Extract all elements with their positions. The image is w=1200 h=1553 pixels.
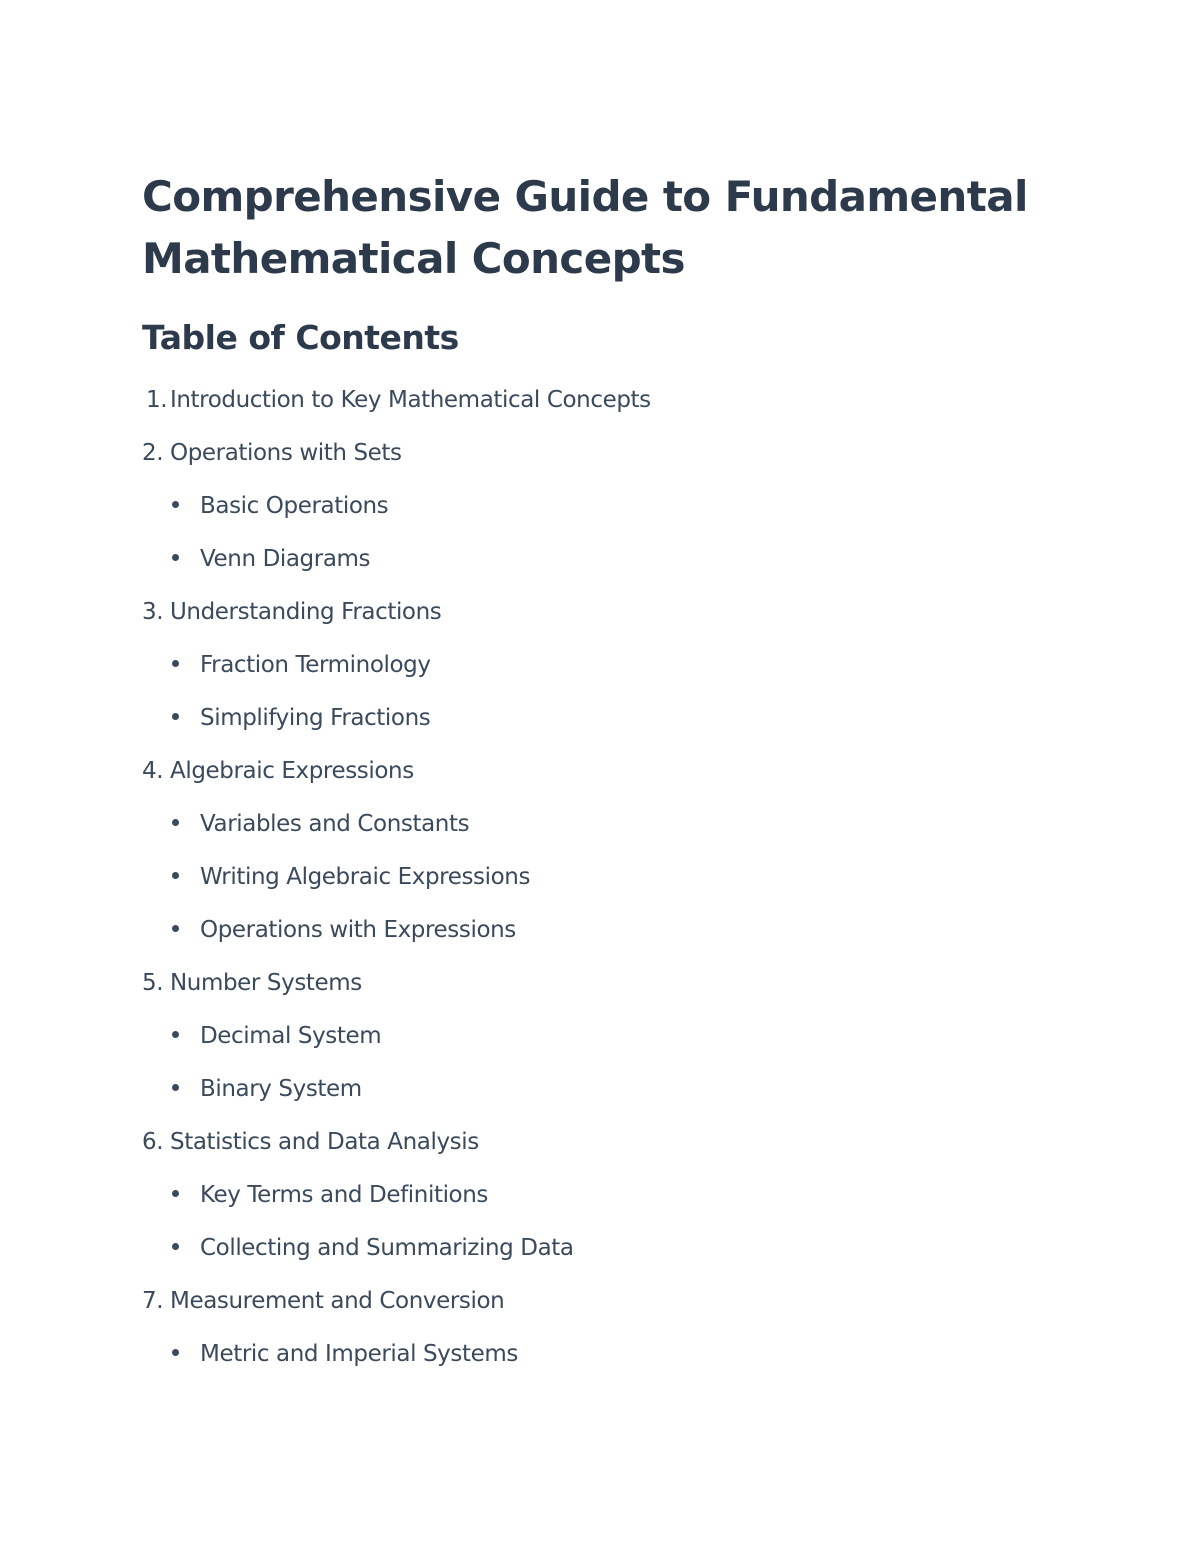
toc-item-number: 4. <box>142 758 164 784</box>
toc-subitem <box>142 698 1072 738</box>
toc-item-label: Statistics and Data Analysis <box>170 1129 479 1155</box>
bullet-icon <box>172 819 179 826</box>
toc-subitem-label: Writing Algebraic Expressions <box>200 864 531 890</box>
toc-subitem-label: Fraction Terminology <box>200 652 431 678</box>
toc-item-label: Understanding Fractions <box>170 599 442 625</box>
bullet-icon <box>172 554 179 561</box>
toc-subitem-label: Metric and Imperial Systems <box>200 1341 518 1367</box>
bullet-icon <box>172 1349 179 1356</box>
toc-item-label: Operations with Sets <box>170 440 402 466</box>
toc-subitem <box>142 1175 1072 1215</box>
bullet-icon <box>172 925 179 932</box>
toc-item <box>142 1122 1042 1162</box>
toc-subitem <box>142 486 1072 526</box>
toc-subitem <box>142 1069 1072 1109</box>
bullet-icon <box>172 1084 179 1091</box>
toc-item-number: 5. <box>142 970 164 996</box>
bullet-icon <box>172 501 179 508</box>
toc-item-number: 7. <box>142 1288 164 1314</box>
toc-subitem-label: Basic Operations <box>200 493 389 519</box>
toc-subitem <box>142 1016 1072 1056</box>
toc-item-number: 2. <box>142 440 164 466</box>
bullet-icon <box>172 1243 179 1250</box>
toc-item-number: 6. <box>142 1129 164 1155</box>
toc-item <box>142 963 1042 1003</box>
toc-subitem <box>142 1228 1072 1268</box>
bullet-icon <box>172 1031 179 1038</box>
toc-subitem-label: Decimal System <box>200 1023 382 1049</box>
toc-subitem <box>142 857 1072 897</box>
toc-item <box>142 592 1042 632</box>
toc-item <box>142 380 1042 420</box>
toc-subitem <box>142 804 1072 844</box>
toc-subitem-label: Collecting and Summarizing Data <box>200 1235 574 1261</box>
toc-subitem <box>142 910 1072 950</box>
toc-subitem <box>142 539 1072 579</box>
toc-item-label: Measurement and Conversion <box>170 1288 505 1314</box>
toc-subitem <box>142 1334 1072 1374</box>
toc-item-label: Algebraic Expressions <box>170 758 414 784</box>
toc-heading: Table of Contents <box>142 318 459 357</box>
toc-item-label: Introduction to Key Mathematical Concepts <box>170 387 651 413</box>
toc-item-number: 3. <box>142 599 164 625</box>
toc-item-label: Number Systems <box>170 970 362 996</box>
toc-subitem-label: Operations with Expressions <box>200 917 516 943</box>
toc-item <box>142 1281 1042 1321</box>
toc-subitem-label: Venn Diagrams <box>200 546 371 572</box>
bullet-icon <box>172 713 179 720</box>
toc-item <box>142 751 1042 791</box>
toc-subitem-label: Key Terms and Definitions <box>200 1182 488 1208</box>
toc-subitem-label: Simplifying Fractions <box>200 705 431 731</box>
toc-subitem-label: Binary System <box>200 1076 362 1102</box>
toc-item <box>142 433 1042 473</box>
document-title: Comprehensive Guide to Fundamental Mathematical Concepts <box>142 172 1028 283</box>
bullet-icon <box>172 1190 179 1197</box>
bullet-icon <box>172 660 179 667</box>
toc-subitem <box>142 645 1072 685</box>
bullet-icon <box>172 872 179 879</box>
toc-item-number: 1. <box>146 387 168 413</box>
toc-subitem-label: Variables and Constants <box>200 811 470 837</box>
